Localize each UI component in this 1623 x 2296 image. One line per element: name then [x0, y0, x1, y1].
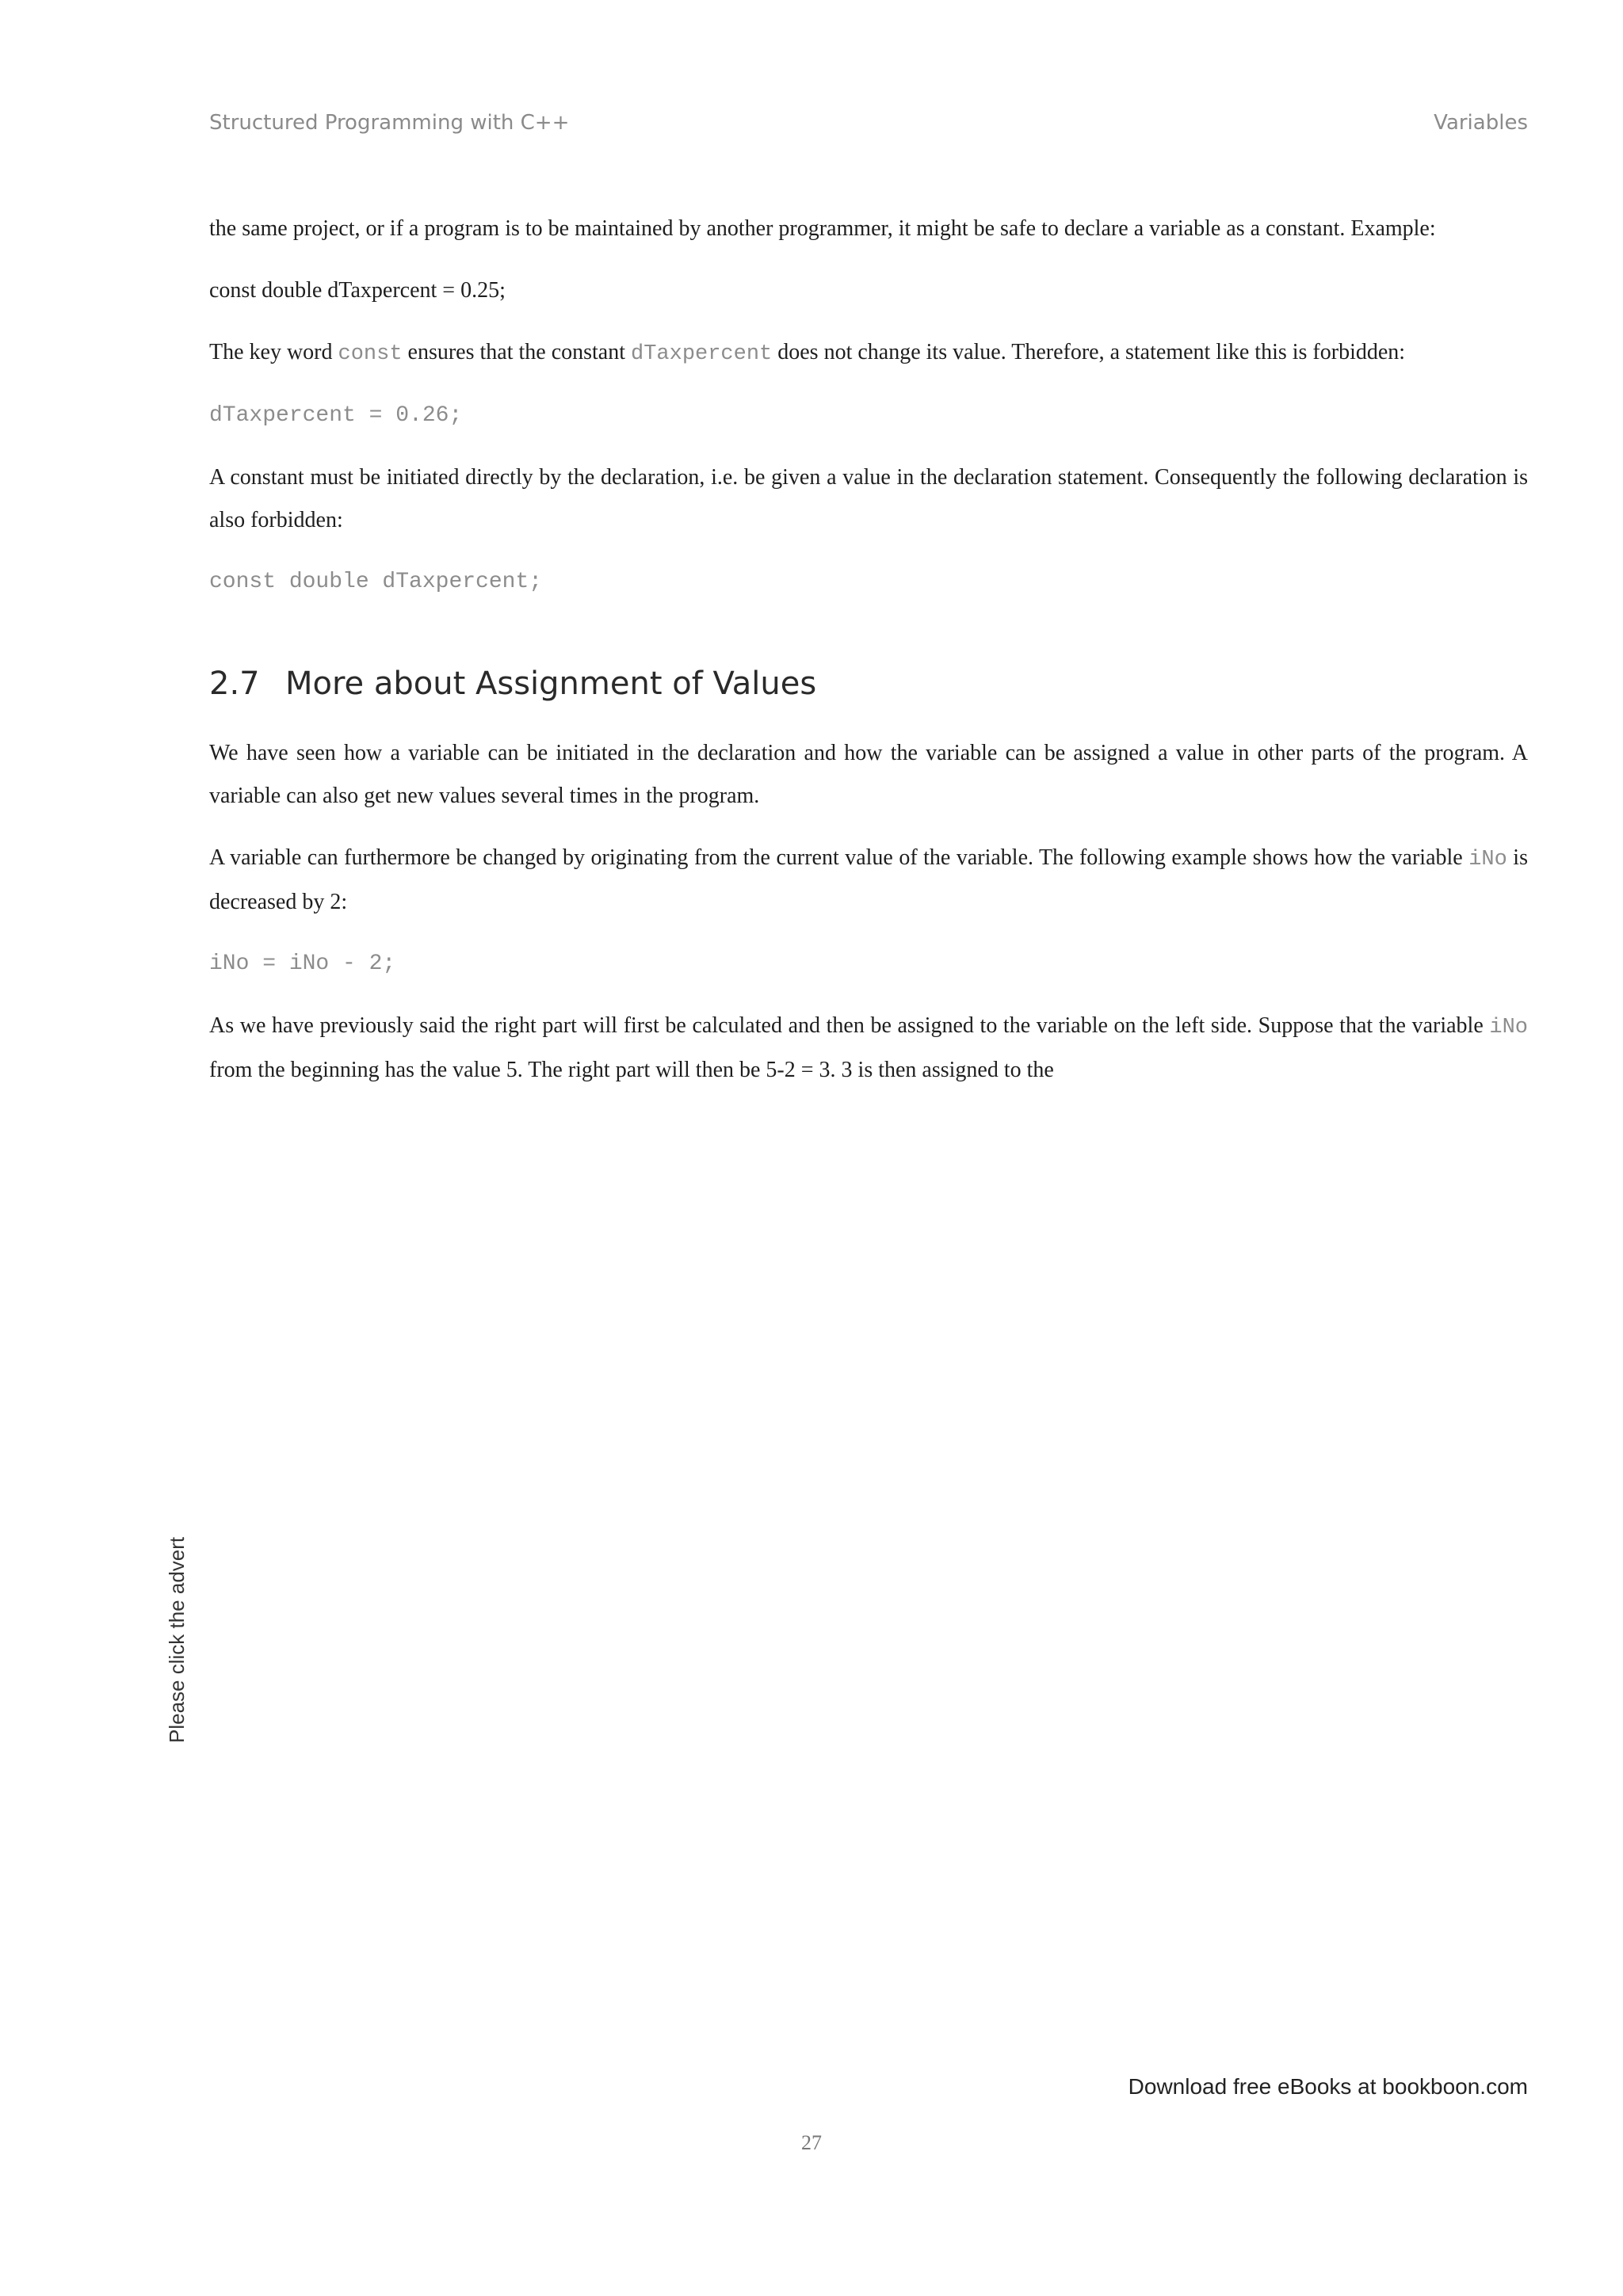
paragraph: [209, 837, 1528, 924]
inline-code: iNo: [1468, 848, 1507, 871]
page-number: 27: [801, 2131, 822, 2154]
code-block: dTaxpercent = 0.26;: [209, 403, 463, 428]
example-declaration: const double dTaxpercent = 0.25;: [209, 278, 506, 303]
page-content: [209, 208, 1528, 1111]
inline-code: iNo: [1489, 1016, 1528, 1039]
text-segment: ensures that the constant: [402, 340, 632, 364]
paragraph: [209, 1005, 1528, 1092]
text-segment: As we have previously said the right part will first be calculated and then be assigned to the variable on the left side. Suppose that the variable: [209, 1013, 1490, 1038]
advert-link[interactable]: Please click the advert: [165, 1536, 189, 1743]
paragraph: the same project, or if a program is to be maintained by another programmer, it might be safe to declare a variable as a constant. Example:: [209, 216, 1436, 241]
text-segment: A variable can furthermore be changed by originating from the current value of the variable. The following example shows how the variable: [209, 845, 1469, 870]
code-block: iNo = iNo - 2;: [209, 952, 396, 976]
paragraph: A constant must be initiated directly by the declaration, i.e. be given a value in the declaration statement. Consequently the following declaration is also forbidden:: [209, 465, 1528, 532]
page-header: [209, 111, 1528, 143]
inline-code: const: [338, 342, 403, 366]
download-ebooks-link[interactable]: Download free eBooks at bookboon.com: [1128, 2074, 1528, 2099]
paragraph: [209, 331, 1528, 376]
chapter-title: Variables: [1434, 111, 1528, 135]
text-segment: The key word: [209, 340, 338, 364]
code-block: const double dTaxpercent;: [209, 570, 543, 594]
section-number: 2.7: [209, 666, 260, 702]
text-segment: from the beginning has the value 5. The right part will then be 5-2 = 3. 3 is then assigned to the: [209, 1058, 1054, 1082]
text-segment: is decreased by 2:: [209, 845, 1528, 914]
paragraph: We have seen how a variable can be initiated in the declaration and how the variable can be assigned a value in other parts of the program. A variable can also get new values several times in the program.: [209, 741, 1528, 808]
text-segment: does not change its value. Therefore, a statement like this is forbidden:: [772, 340, 1406, 364]
section-title: More about Assignment of Values: [285, 666, 817, 702]
inline-code: dTaxpercent: [631, 342, 773, 366]
section-heading: [209, 662, 1528, 705]
book-title: Structured Programming with C++: [209, 111, 570, 135]
